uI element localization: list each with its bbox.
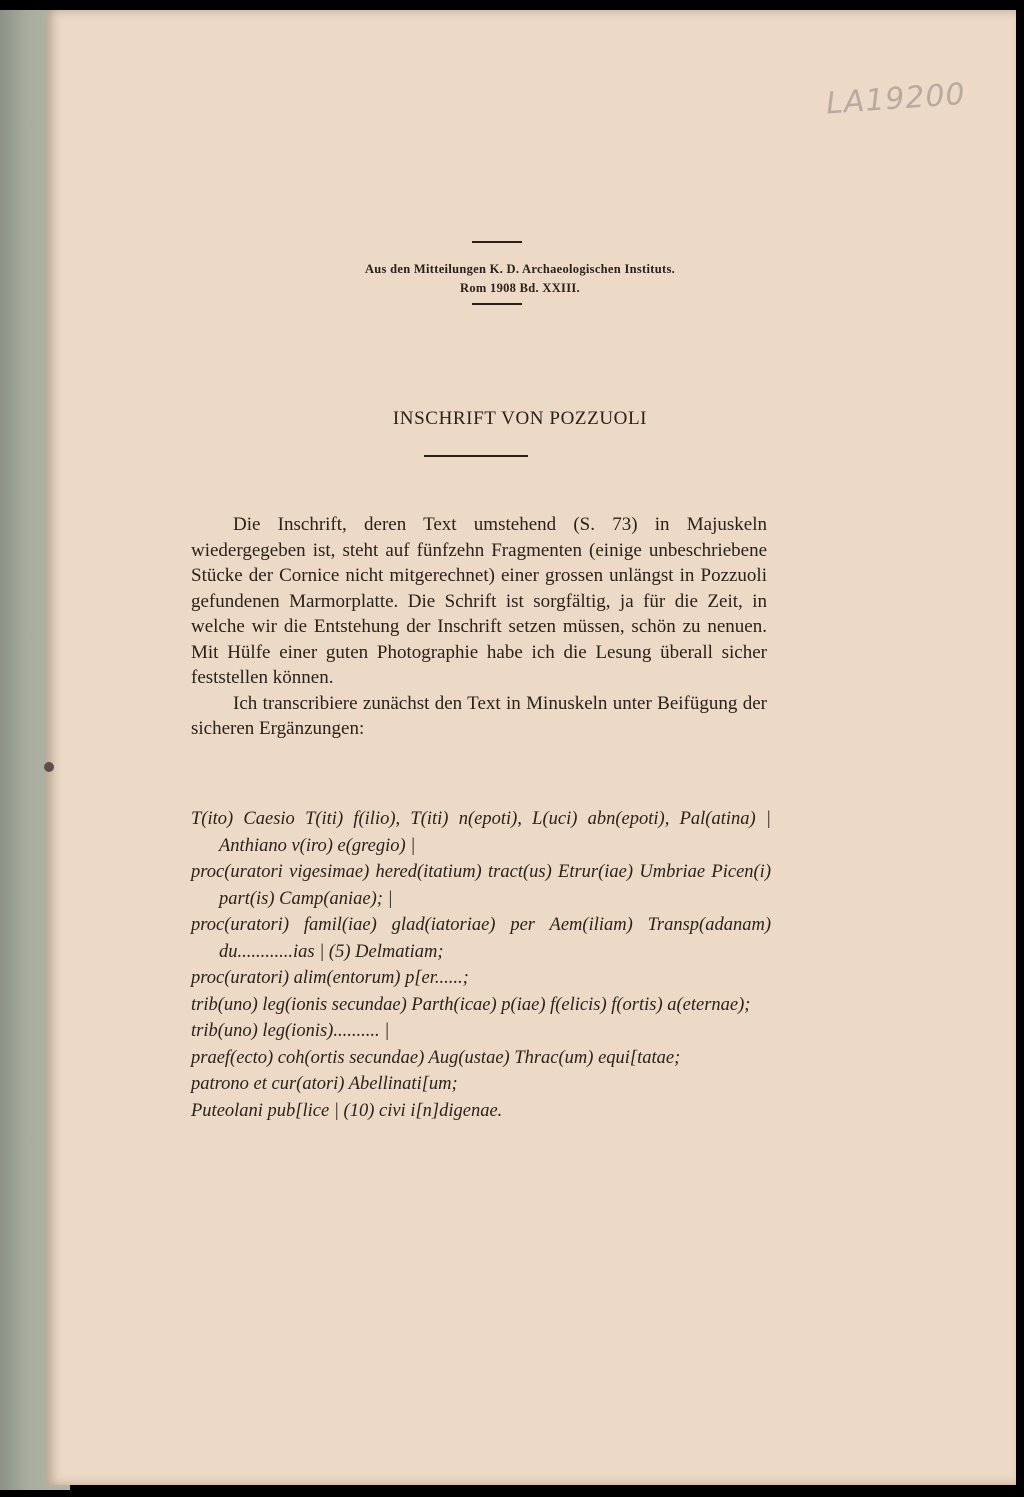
header-rule-top: [472, 241, 522, 243]
title-rule: [424, 455, 528, 457]
binding-stitch-mark: [44, 762, 54, 772]
inscription-line: proc(uratori) famil(iae) glad(iatoriae) per Aem(iliam) Transp(adanam) du............ias | (5) Delmatiam;: [191, 915, 771, 962]
inscription-transcription: [191, 806, 771, 1124]
body-text: [191, 512, 767, 742]
publication-header: [246, 260, 794, 298]
header-line-2: Rom 1908 Bd. XXIII.: [460, 281, 580, 295]
pencil-catalog-note: LA19200: [824, 76, 967, 122]
inscription-line: praef(ecto) coh(ortis secundae) Aug(ustae) Thrac(um) equi[tatae;: [191, 1047, 681, 1068]
document-page: [46, 10, 1016, 1485]
page-title: INSCHRIFT VON POZZUOLI: [392, 408, 648, 429]
inscription-line: Puteolani pub[lice | (10) civi i[n]digenae.: [191, 1100, 503, 1121]
inscription-line: proc(uratori) alim(entorum) p[er......;: [191, 968, 469, 988]
paragraph: Ich transcribiere zunächst den Text in Minuskeln unter Beifügung der sicheren Ergänzungen:: [191, 692, 767, 739]
inscription-line: patrono et cur(atori) Abellinati[um;: [191, 1074, 458, 1094]
paragraph: Die Inschrift, deren Text umstehend (S. 73) in Majuskeln wiedergegeben ist, steht auf fünfzehn Fragmenten (einige unbeschriebene Stücke der Cornice nicht mitgerechnet) einer grossen unlängst in Pozzuoli gefundenen Marmorplatte. Die Schrift ist sorgfältig, ja für die Zeit, in welche wir die Entstehung der Inschrift setzen müssen, schön zu nenuen. Mit Hülfe einer guten Photographie habe ich die Lesung überall sicher feststellen können.: [191, 514, 767, 688]
header-line-1: Aus den Mitteilungen K. D. Archaeologischen Instituts.: [364, 262, 676, 276]
inscription-line: proc(uratori vigesimae) hered(itatium) tract(us) Etrur(iae) Umbriae Picen(i) part(is) Camp(aniae); |: [191, 862, 771, 909]
inscription-line: trib(uno) leg(ionis).......... |: [191, 1021, 390, 1041]
header-rule-bottom: [472, 303, 522, 305]
inscription-line: T(ito) Caesio T(iti) f(ilio), T(iti) n(epoti), L(uci) abn(epoti), Pal(atina) | Anthiano v(iro) e(gregio) |: [191, 809, 771, 856]
inscription-line: trib(uno) leg(ionis secundae) Parth(icae) p(iae) f(elicis) f(ortis) a(eternae);: [191, 994, 751, 1015]
